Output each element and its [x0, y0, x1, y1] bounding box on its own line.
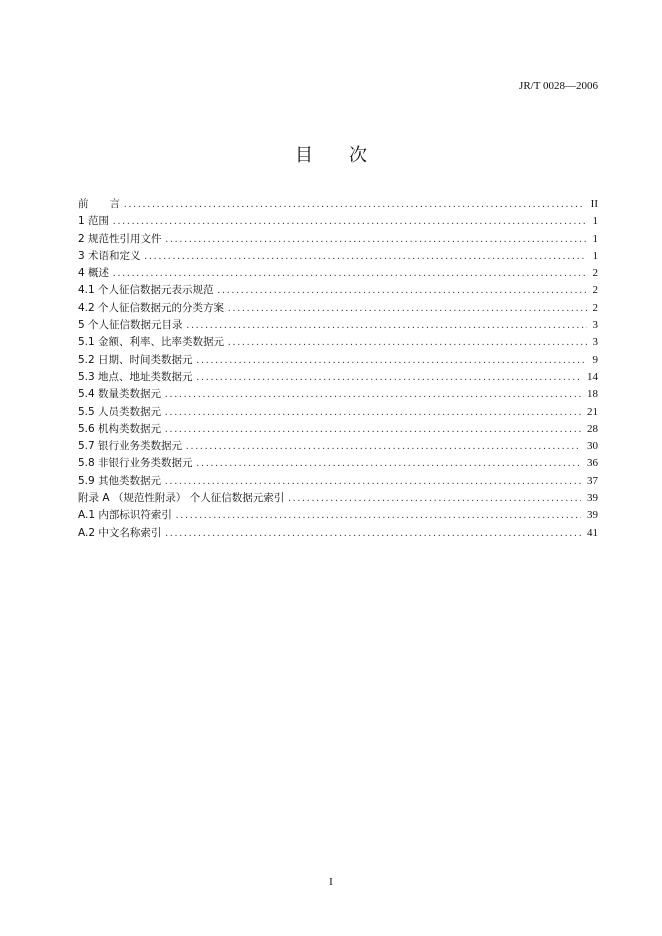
toc-entry-page: II — [590, 198, 598, 210]
toc-entry-foreword[interactable] — [78, 196, 598, 213]
toc-entry-5-5[interactable] — [78, 404, 598, 421]
toc-entry-5-3[interactable] — [78, 369, 598, 386]
toc-entry-page: 3 — [592, 319, 598, 332]
toc-entry-label: 5.5 人员类数据元 — [78, 405, 162, 418]
toc-entry-5-4[interactable] — [78, 386, 598, 403]
toc-leader — [176, 507, 581, 524]
document-code: JR/T 0028—2006 — [519, 80, 598, 92]
toc-entry-label: 4 概述 — [78, 267, 110, 280]
toc-entry-label: 3 术语和定义 — [78, 249, 141, 262]
toc-entry-label: 5.8 非银行业务类数据元 — [78, 457, 193, 470]
toc-entry-5-6[interactable] — [78, 421, 598, 438]
toc-entry-page: 3 — [592, 336, 598, 349]
toc-leader — [197, 369, 581, 386]
toc-entry-label: 5.7 银行业务类数据元 — [78, 440, 183, 453]
toc-entry-1[interactable] — [78, 213, 598, 230]
toc-entry-label: A.2 中文名称索引 — [78, 526, 162, 539]
toc-entry-page: 1 — [592, 232, 598, 245]
toc-entry-label: 5.4 数量类数据元 — [78, 388, 162, 401]
toc-leader — [113, 213, 586, 230]
toc-leader — [165, 404, 581, 421]
toc-entry-page: 2 — [592, 284, 598, 297]
table-of-contents — [78, 196, 598, 542]
toc-entry-page: 18 — [587, 388, 598, 401]
toc-entry-3[interactable] — [78, 248, 598, 265]
toc-leader — [228, 300, 586, 317]
toc-entry-4-2[interactable] — [78, 300, 598, 317]
toc-leader — [228, 334, 586, 351]
toc-leader — [197, 455, 581, 472]
toc-leader — [288, 490, 581, 507]
toc-entry-5-8[interactable] — [78, 455, 598, 472]
toc-entry-label: 4.1 个人征信数据元表示规范 — [78, 284, 214, 297]
toc-entry-2[interactable] — [78, 231, 598, 248]
toc-leader — [145, 248, 587, 265]
toc-entry-4[interactable] — [78, 265, 598, 282]
toc-entry-label: A.1 内部标识符索引 — [78, 509, 172, 522]
toc-leader — [124, 196, 585, 213]
toc-entry-label: 1 范围 — [78, 215, 110, 228]
toc-entry-page: 36 — [587, 457, 598, 470]
toc-leader — [113, 265, 586, 282]
toc-entry-page: 39 — [587, 492, 598, 505]
toc-entry-5[interactable] — [78, 317, 598, 334]
toc-entry-4-1[interactable] — [78, 282, 598, 299]
toc-entry-page: 39 — [587, 509, 598, 522]
page-title — [0, 141, 662, 167]
toc-entry-5-7[interactable] — [78, 438, 598, 455]
toc-entry-a-2[interactable] — [78, 525, 598, 542]
toc-entry-5-1[interactable] — [78, 334, 598, 351]
toc-leader — [218, 282, 587, 299]
toc-entry-page: 30 — [587, 440, 598, 453]
toc-entry-label: 5.1 金额、利率、比率类数据元 — [78, 336, 225, 349]
toc-entry-5-2[interactable] — [78, 352, 598, 369]
toc-leader — [187, 317, 587, 334]
toc-entry-a-1[interactable] — [78, 507, 598, 524]
toc-entry-5-9[interactable] — [78, 473, 598, 490]
toc-entry-page: 28 — [587, 422, 598, 435]
toc-entry-page: 14 — [587, 370, 598, 383]
toc-entry-page: 2 — [592, 301, 598, 314]
toc-entry-page: 1 — [592, 215, 598, 228]
title-char-2: 次 — [349, 145, 367, 166]
toc-entry-label: 前 言 — [78, 198, 120, 210]
toc-entry-label: 4.2 个人征信数据元的分类方案 — [78, 301, 225, 314]
toc-entry-page: 21 — [587, 405, 598, 418]
toc-entry-label: 5.6 机构类数据元 — [78, 422, 162, 435]
toc-entry-page: 1 — [592, 249, 598, 262]
toc-entry-label: 5.2 日期、时间类数据元 — [78, 353, 193, 366]
toc-leader — [165, 421, 581, 438]
toc-entry-label: 2 规范性引用文件 — [78, 232, 162, 245]
toc-leader — [165, 473, 581, 490]
toc-leader — [166, 231, 587, 248]
toc-entry-label: 5.3 地点、地址类数据元 — [78, 370, 193, 383]
toc-entry-page: 37 — [587, 474, 598, 487]
toc-leader — [165, 386, 581, 403]
toc-entry-page: 41 — [587, 526, 598, 539]
toc-entry-page: 2 — [592, 267, 598, 280]
toc-entry-appendix-a[interactable] — [78, 490, 598, 507]
toc-entry-label: 5 个人征信数据元目录 — [78, 319, 183, 332]
title-char-1: 目 — [295, 145, 313, 166]
toc-leader — [186, 438, 581, 455]
toc-leader — [165, 525, 581, 542]
toc-leader — [197, 352, 587, 369]
toc-entry-label: 附录 A （规范性附录） 个人征信数据元索引 — [78, 492, 285, 505]
toc-entry-page: 9 — [592, 353, 598, 366]
page-number: I — [329, 876, 333, 888]
toc-entry-label: 5.9 其他类数据元 — [78, 474, 162, 487]
